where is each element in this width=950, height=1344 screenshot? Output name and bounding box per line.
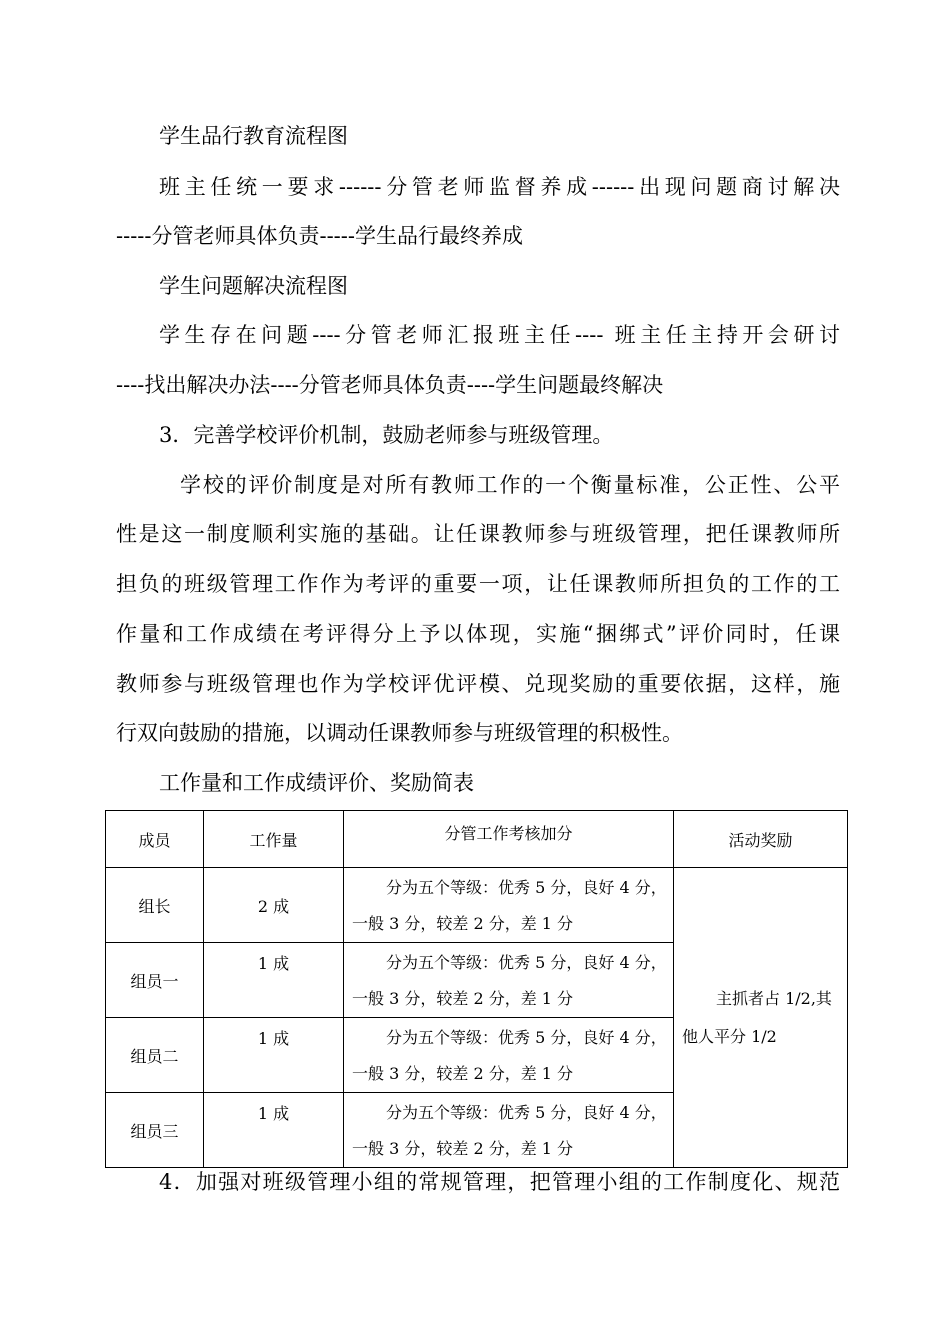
section-heading-4: 4．加强对班级管理小组的常规管理，把管理小组的工作制度化、规范 [159,1170,840,1194]
assessment-line-2: 一般 3 分，较差 2 分，差 1 分 [352,1064,574,1083]
workload-cell: 1 成 [204,1018,344,1093]
conduct-flow-line-1: 班主任统一要求------分管老师监督养成------出现问题商讨解决 [159,175,840,199]
member-cell: 组员一 [106,943,204,1018]
award-cell [674,868,848,1168]
assessment-cell [344,943,674,1018]
member-cell: 组员三 [106,1093,204,1168]
section-heading-3: 3．完善学校评价机制，鼓励老师参与班级管理。 [159,423,614,447]
body-paragraph-line-6: 行双向鼓励的措施，以调动任课教师参与班级管理的积极性。 [116,721,683,745]
body-paragraph-line-5: 教师参与班级管理也作为学校评优评模、兑现奖励的重要依据，这样，施 [116,672,840,696]
table-row [106,868,848,943]
assessment-line-2: 一般 3 分，较差 2 分，差 1 分 [352,989,574,1008]
assessment-line-1: 分为五个等级：优秀 5 分，良好 4 分， [386,953,667,972]
evaluation-reward-table [105,810,848,1168]
header-assessment: 分管工作考核加分 [344,811,674,868]
workload-cell: 1 成 [204,1093,344,1168]
body-paragraph-line-3: 担负的班级管理工作作为考评的重要一项，让任课教师所担负的工作的工 [116,572,840,596]
assessment-line-2: 一般 3 分，较差 2 分，差 1 分 [352,1139,574,1158]
assessment-cell [344,868,674,943]
table-header-row [106,811,848,868]
assessment-line-1: 分为五个等级：优秀 5 分，良好 4 分， [386,878,667,897]
header-award: 活动奖励 [674,811,848,868]
award-line-2: 他人平分 1/2 [682,1026,777,1046]
assessment-line-1: 分为五个等级：优秀 5 分，良好 4 分， [386,1028,667,1047]
header-workload: 工作量 [204,811,344,868]
problem-flow-line-1: 学生存在问题----分管老师汇报班主任---- 班主任主持开会研讨 [159,323,840,347]
workload-cell: 1 成 [204,943,344,1018]
body-paragraph-line-2: 性是这一制度顺利实施的基础。让任课教师参与班级管理，把任课教师所 [116,522,840,546]
flowchart-title-problem: 学生问题解决流程图 [159,274,348,298]
assessment-cell [344,1093,674,1168]
header-member: 成员 [106,811,204,868]
body-paragraph-line-1: 学校的评价制度是对所有教师工作的一个衡量标准，公正性、公平 [180,473,840,497]
assessment-line-2: 一般 3 分，较差 2 分，差 1 分 [352,914,574,933]
assessment-line-1: 分为五个等级：优秀 5 分，良好 4 分， [386,1103,667,1122]
problem-flow-line-2: ----找出解决办法----分管老师具体负责----学生问题最终解决 [116,373,664,397]
award-line-1: 主抓者占 1/2,其 [716,988,832,1008]
assessment-cell [344,1018,674,1093]
member-cell: 组长 [106,868,204,943]
workload-cell: 2 成 [204,868,344,943]
conduct-flow-line-2: -----分管老师具体负责-----学生品行最终养成 [116,224,523,248]
flowchart-title-conduct: 学生品行教育流程图 [159,124,348,148]
member-cell: 组员二 [106,1018,204,1093]
body-paragraph-line-4: 作量和工作成绩在考评得分上予以体现，实施“捆绑式”评价同时，任课 [116,622,840,646]
table-caption: 工作量和工作成绩评价、奖励简表 [159,771,474,795]
